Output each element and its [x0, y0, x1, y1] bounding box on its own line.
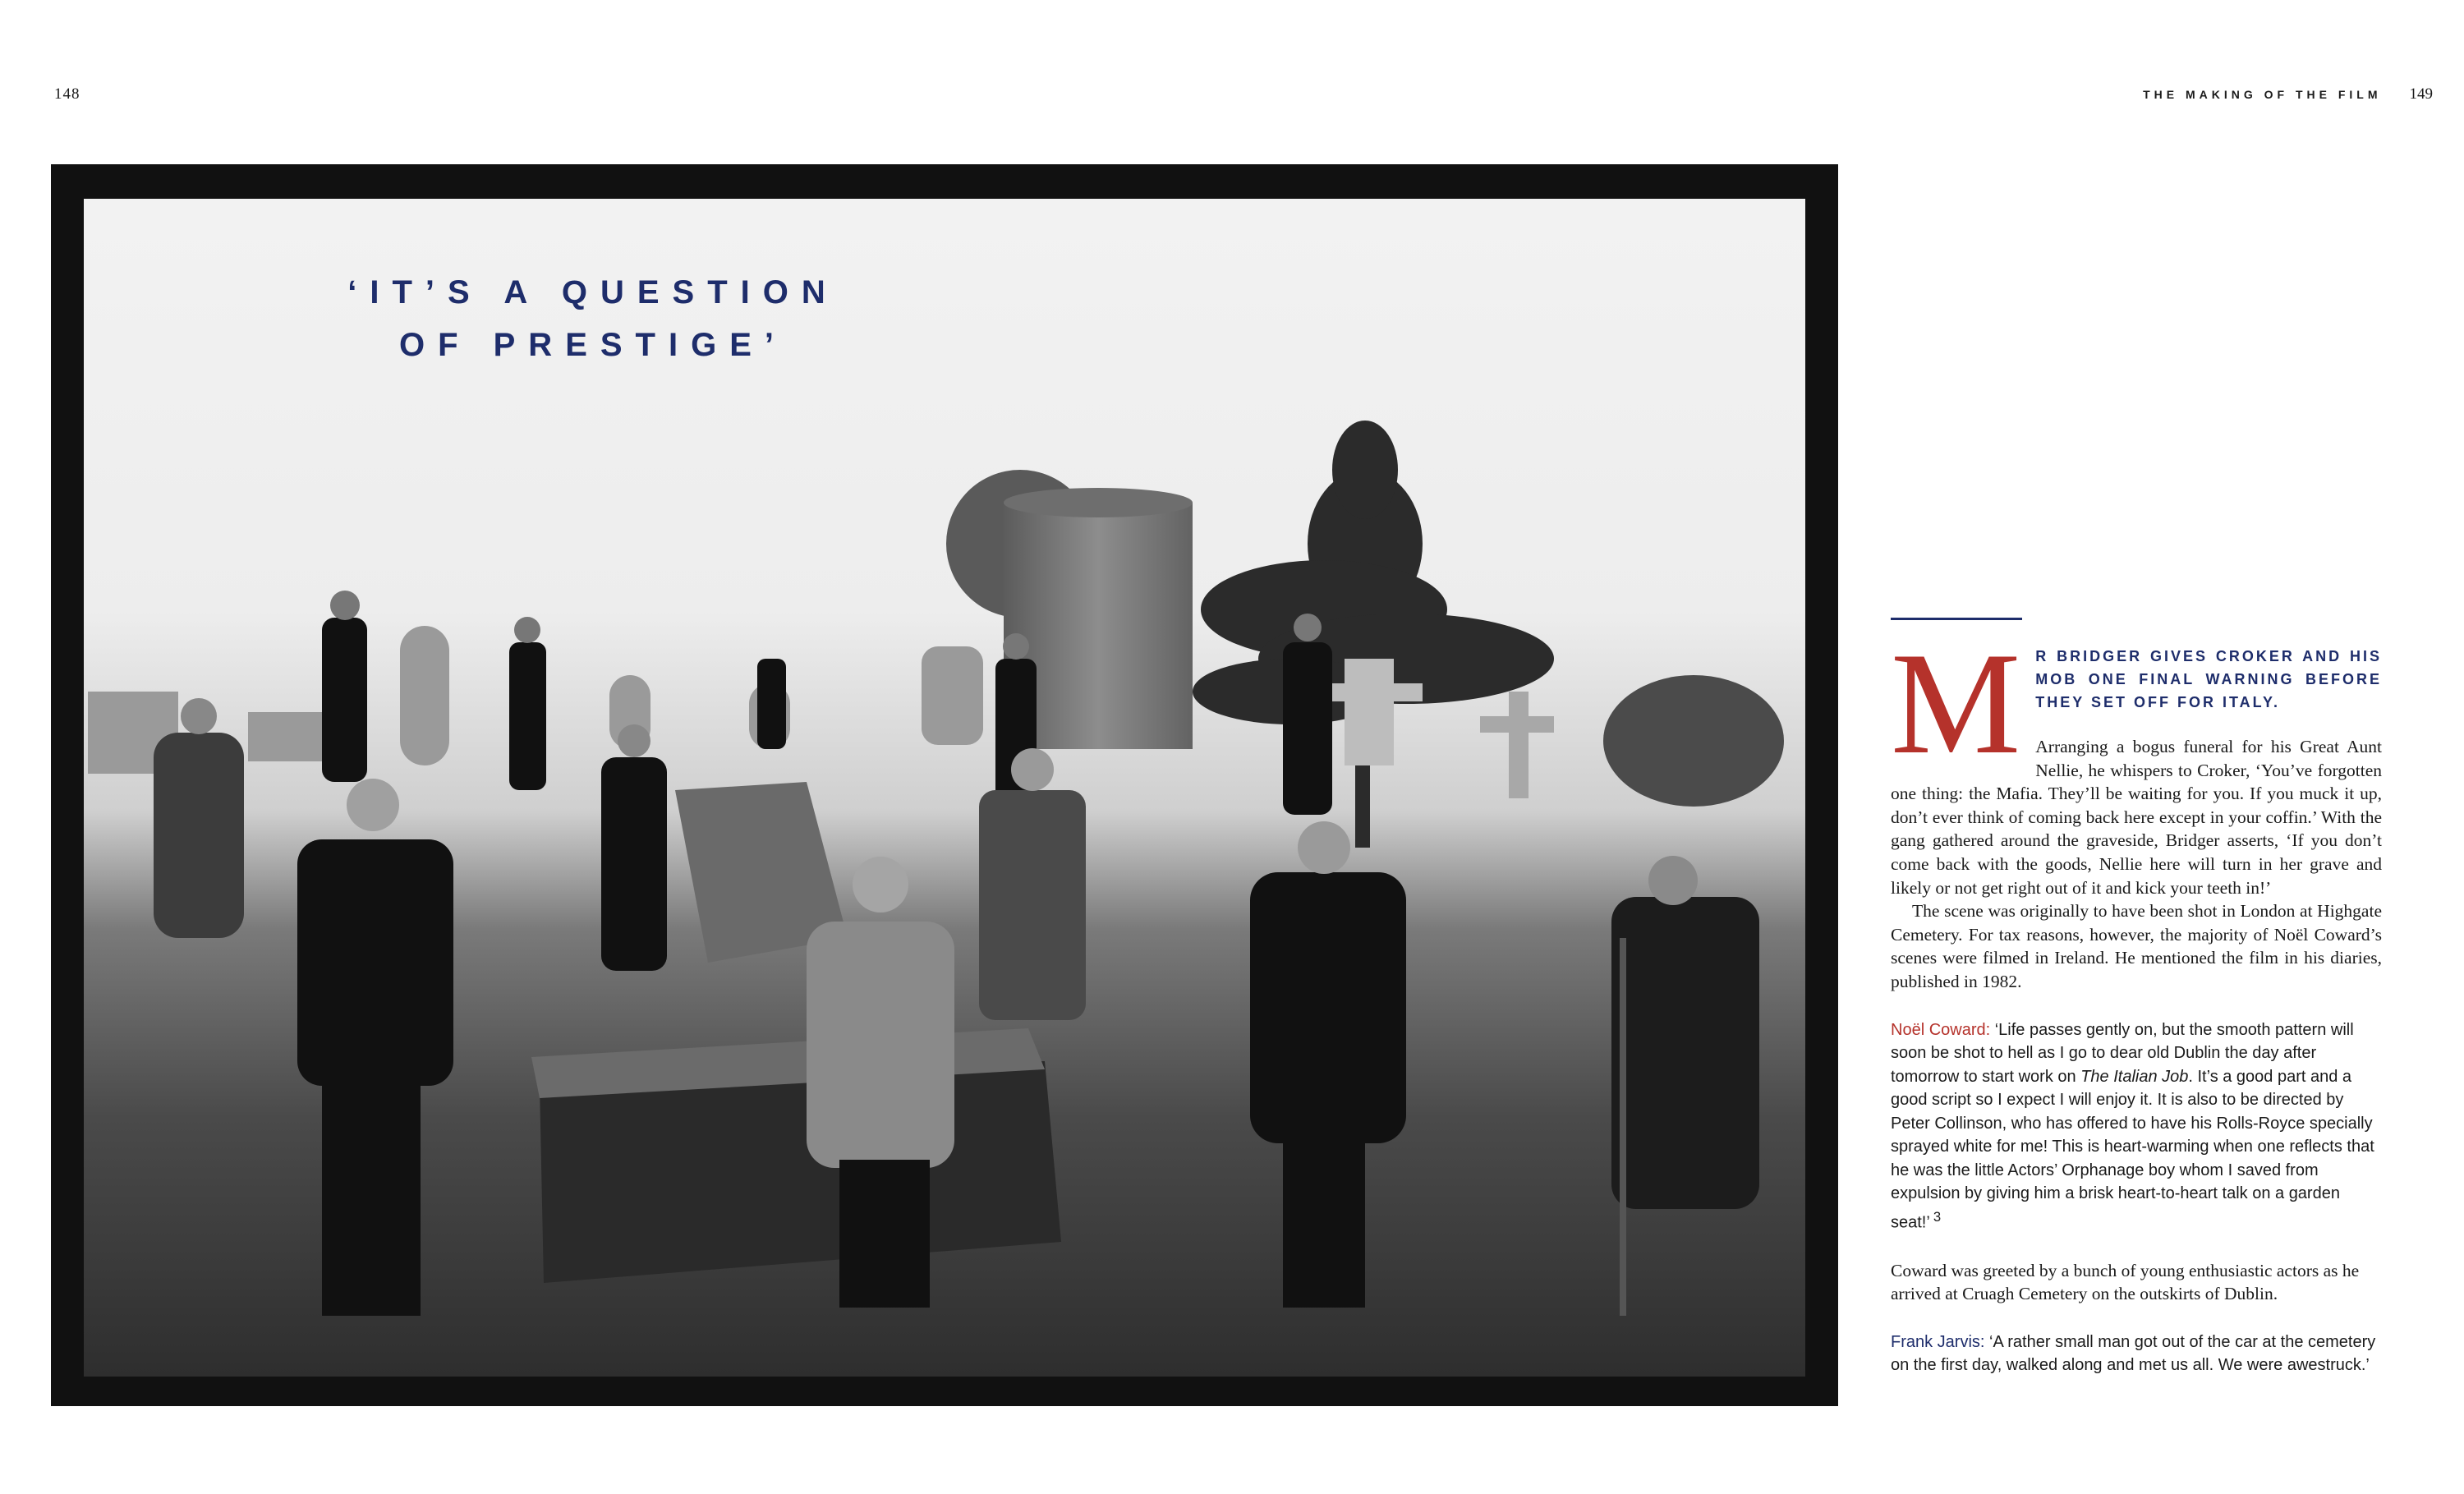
body-paragraph-3: Coward was greeted by a bunch of young enthusiastic actors as he arrived at Cruagh Cemetery on the outskirts of Dublin. [1891, 1260, 2360, 1304]
page-number-left: 148 [54, 85, 80, 103]
cemetery-photograph [84, 199, 1805, 1377]
column-rule [1891, 618, 2022, 620]
film-title: The Italian Job [2080, 1067, 2189, 1086]
quote-text-cont: . It’s a good part and a good script so I expect I will enjoy it. It is also to be directed by Peter Collinson, who has offered to have his Rolls-Royce specially sprayed white for me! This is heart-warming when one reflects that he was the little Actors’ Orphanage boy whom I saved from expulsion by giving him a brisk heart-to-heart talk on a garden seat!’ [1891, 1067, 2374, 1232]
lede: R BRIDGER GIVES CROKER AND HIS MOB ONE FINAL WARNING BEFORE THEY SET OFF FOR ITALY. [2035, 648, 2382, 710]
tree-shape [1193, 421, 1554, 848]
right-header [2143, 85, 2433, 103]
running-head: THE MAKING OF THE FILM [2143, 88, 2382, 101]
quote-noel-coward [1891, 1018, 2382, 1234]
coffin-shape [531, 1028, 1061, 1283]
speaker-name: Noël Coward: [1891, 1020, 1991, 1039]
body-paragraph-2: The scene was originally to have been shot in London at Highgate Cemetery. For tax reasons, however, the majority of Noël Coward’s scenes were filmed in Ireland. He mentioned the film in his diaries, published in 1982. [1891, 901, 2382, 991]
page-number-right: 149 [2409, 85, 2433, 103]
quote-text: ‘A rather small man got out of the car at the cemetery on the first day, walked along and met us all. We were awestruck.’ [1891, 1332, 2376, 1375]
article-column [1891, 618, 2382, 1377]
footnote-marker: 3 [1933, 1208, 1942, 1225]
quote-frank-jarvis [1891, 1331, 2382, 1377]
body-paragraph-1: Arranging a bogus funeral for his Great Aunt Nellie, he whispers to Croker, ‘You’ve forgotten one thing: the Mafia. They’ll be waiting for you. If you muck it up, don’t ever think of coming back here except in your coffin.’ With the gang gathered around the graveside, Bridger asserts, ‘If you don’t come back with the goods, Nellie here will turn in her grave and likely or not get right out of it and kick your teeth in!’ [1891, 737, 2382, 898]
pull-quote-line-2: OF PRESTIGE’ [398, 327, 788, 363]
photo-frame [51, 164, 1838, 1406]
quote-text: ‘Life passes gently on, but the smooth pattern will soon be shot to hell as I go to dear old Dublin the day after tomorrow to start work on [1891, 1020, 2354, 1086]
pull-quote-line-1: ‘IT’S A QUESTION [347, 274, 839, 310]
photo-illustration [84, 199, 1805, 1377]
speaker-name: Frank Jarvis: [1891, 1332, 1985, 1351]
drop-cap: M [1891, 622, 2021, 784]
pull-quote [330, 266, 856, 371]
